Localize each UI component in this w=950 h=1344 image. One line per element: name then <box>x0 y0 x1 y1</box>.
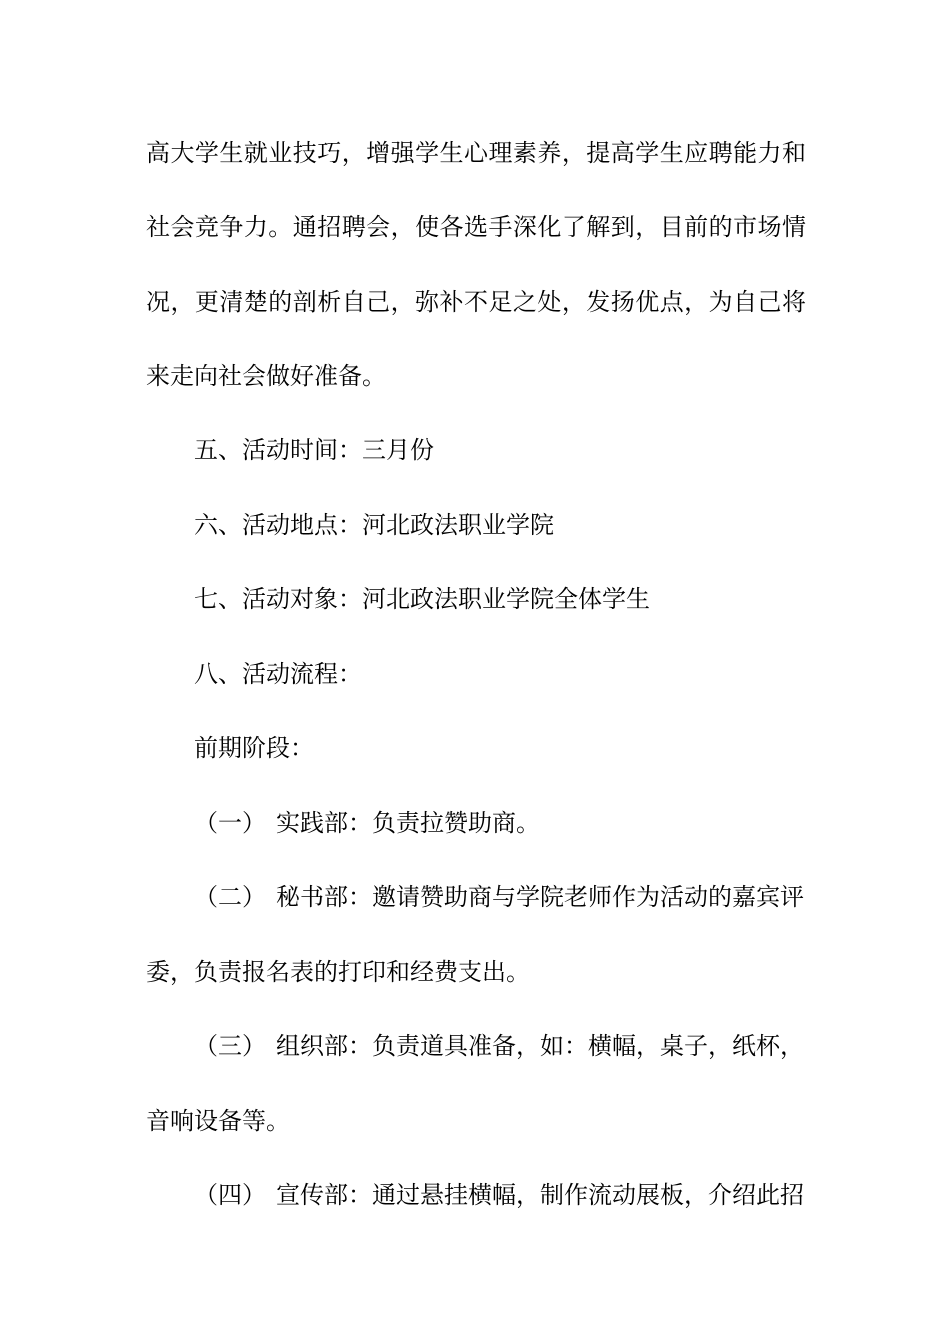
activity-location: 六、活动地点：河北政法职业学院 <box>194 511 554 539</box>
step-item <box>194 1031 874 1061</box>
step-item <box>194 1180 874 1210</box>
paragraph-line: 高大学生就业技巧，增强学生心理素养，提高学生应聘能力和 <box>146 139 806 167</box>
step-number: （二） <box>194 883 266 911</box>
step-text: 宣传部：通过悬挂横幅，制作流动展板，介绍此招 <box>276 1181 804 1209</box>
phase-heading: 前期阶段： <box>194 734 314 762</box>
step-item <box>194 882 874 912</box>
step-number: （四） <box>194 1181 266 1209</box>
step-text: 组织部：负责道具准备，如：横幅，桌子，纸杯， <box>276 1032 804 1060</box>
activity-audience: 七、活动对象：河北政法职业学院全体学生 <box>194 585 650 613</box>
step-continuation: 委，负责报名表的打印和经费支出。 <box>146 958 530 986</box>
paragraph-line: 况，更清楚的剖析自己，弥补不足之处，发扬优点，为自己将 <box>146 288 806 316</box>
activity-time: 五、活动时间：三月份 <box>194 436 434 464</box>
paragraph-line: 社会竞争力。通招聘会，使各选手深化了解到，目前的市场情 <box>146 213 806 241</box>
step-text: 秘书部：邀请赞助商与学院老师作为活动的嘉宾评 <box>276 883 804 911</box>
step-text: 实践部：负责拉赞助商。 <box>276 809 540 837</box>
step-number: （三） <box>194 1032 266 1060</box>
activity-process-heading: 八、活动流程： <box>194 660 362 688</box>
paragraph-line: 来走向社会做好准备。 <box>146 362 386 390</box>
step-number: （一） <box>194 809 266 837</box>
step-continuation: 音响设备等。 <box>146 1107 290 1135</box>
step-item <box>194 808 874 838</box>
